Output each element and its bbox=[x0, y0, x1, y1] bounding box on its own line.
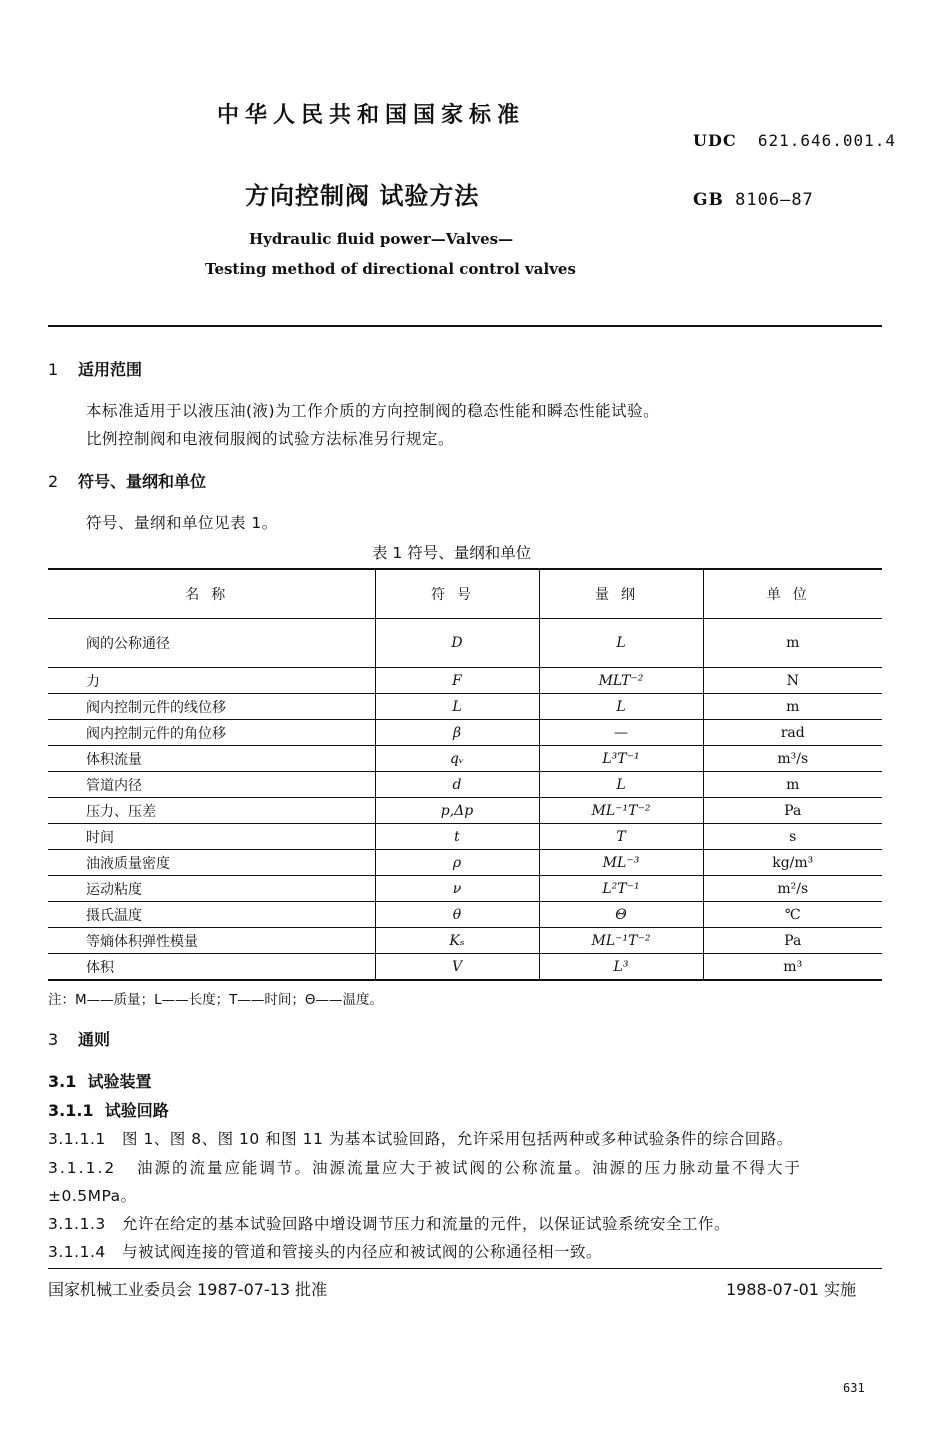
table-row bbox=[48, 694, 882, 720]
cell-dimension: L bbox=[539, 619, 703, 668]
table-row bbox=[48, 746, 882, 772]
document-title-en-line2: Testing method of directional control valves bbox=[205, 260, 576, 278]
cell-dimension: — bbox=[539, 720, 703, 746]
cell-dimension: L³T⁻¹ bbox=[539, 746, 703, 772]
cell-name: 阀内控制元件的角位移 bbox=[48, 720, 375, 746]
clause-3-1-1-2: 3.1.1.2 油源的流量应能调节。油源流量应大于被试阀的公称流量。油源的压力脉动量不得大于 bbox=[48, 1159, 803, 1177]
cell-dimension: ML⁻¹T⁻² bbox=[539, 928, 703, 954]
section-1-heading: 1 适用范围 bbox=[48, 360, 143, 379]
cell-dimension: T bbox=[539, 824, 703, 850]
approval-line: 国家机械工业委员会 1987-07-13 批准 bbox=[48, 1280, 328, 1299]
cell-dimension: L bbox=[539, 772, 703, 798]
cell-name: 运动粘度 bbox=[48, 876, 375, 902]
cell-unit: Pa bbox=[703, 928, 882, 954]
section-1-paragraph-1: 本标准适用于以液压油(液)为工作介质的方向控制阀的稳态性能和瞬态性能试验。 bbox=[86, 402, 660, 420]
cell-symbol: Kₛ bbox=[375, 928, 539, 954]
cell-dimension: MLT⁻² bbox=[539, 668, 703, 694]
cell-dimension: L bbox=[539, 694, 703, 720]
table-row bbox=[48, 668, 882, 694]
cell-symbol: d bbox=[375, 772, 539, 798]
cell-unit: rad bbox=[703, 720, 882, 746]
table-row bbox=[48, 772, 882, 798]
document-title-cn: 方向控制阀 试验方法 bbox=[245, 182, 480, 210]
cell-symbol: qᵥ bbox=[375, 746, 539, 772]
document-title-en-line1: Hydraulic fluid power—Valves— bbox=[249, 230, 514, 248]
section-2-heading: 2 符号、量纲和单位 bbox=[48, 472, 207, 491]
cell-name: 阀的公称通径 bbox=[48, 619, 375, 668]
section-1-paragraph-2: 比例控制阀和电液伺服阀的试验方法标准另行规定。 bbox=[86, 430, 455, 448]
cell-name: 压力、压差 bbox=[48, 798, 375, 824]
table-row bbox=[48, 928, 882, 954]
section-3-1-1-heading: 3.1.1 试验回路 bbox=[48, 1101, 169, 1120]
clause-3-1-1-2-continued: ±0.5MPa。 bbox=[48, 1187, 137, 1205]
table-row bbox=[48, 954, 882, 981]
cell-unit: N bbox=[703, 668, 882, 694]
cell-name: 管道内径 bbox=[48, 772, 375, 798]
table-header-row bbox=[48, 569, 882, 619]
cell-symbol: ρ bbox=[375, 850, 539, 876]
cell-unit: m³/s bbox=[703, 746, 882, 772]
cell-symbol: V bbox=[375, 954, 539, 981]
implementation-date: 1988-07-01 实施 bbox=[726, 1280, 857, 1299]
cell-dimension: ML⁻¹T⁻² bbox=[539, 798, 703, 824]
table-row bbox=[48, 876, 882, 902]
table-row bbox=[48, 720, 882, 746]
gb-value: 8106—87 bbox=[735, 190, 814, 210]
table-row bbox=[48, 850, 882, 876]
clause-3-1-1-4: 3.1.1.4 与被试阀连接的管道和管接头的内径应和被试阀的公称通径相一致。 bbox=[48, 1243, 603, 1261]
footer-rule bbox=[48, 1268, 882, 1269]
section-3-heading: 3 通则 bbox=[48, 1030, 111, 1049]
cell-unit: m bbox=[703, 694, 882, 720]
table-note: 注：M——质量；L——长度；T——时间；Θ——温度。 bbox=[48, 992, 384, 1008]
cell-name: 时间 bbox=[48, 824, 375, 850]
gb-label: GB bbox=[693, 190, 724, 210]
cell-symbol: β bbox=[375, 720, 539, 746]
header-dimension: 量纲 bbox=[539, 569, 703, 619]
cell-unit: m bbox=[703, 772, 882, 798]
cell-symbol: D bbox=[375, 619, 539, 668]
symbols-table bbox=[48, 568, 882, 981]
cell-symbol: L bbox=[375, 694, 539, 720]
udc-value: 621.646.001.4 bbox=[757, 131, 897, 150]
cell-dimension: L³ bbox=[539, 954, 703, 981]
cell-unit: ℃ bbox=[703, 902, 882, 928]
header-name: 名称 bbox=[48, 569, 375, 619]
gb-code bbox=[693, 190, 814, 210]
cell-name: 力 bbox=[48, 668, 375, 694]
table-row bbox=[48, 902, 882, 928]
cell-dimension: ML⁻³ bbox=[539, 850, 703, 876]
cell-name: 摄氏温度 bbox=[48, 902, 375, 928]
cell-symbol: F bbox=[375, 668, 539, 694]
cell-symbol: t bbox=[375, 824, 539, 850]
table-row bbox=[48, 798, 882, 824]
national-standard-heading: 中华人民共和国国家标准 bbox=[217, 103, 526, 128]
udc-code bbox=[693, 131, 896, 150]
clause-3-1-1-1: 3.1.1.1 图 1、图 8、图 10 和图 11 为基本试验回路，允许采用包括两种或多种试验条件的综合回路。 bbox=[48, 1130, 793, 1148]
clause-3-1-1-3: 3.1.1.3 允许在给定的基本试验回路中增设调节压力和流量的元件，以保证试验系统安全工作。 bbox=[48, 1215, 731, 1233]
cell-symbol: p,Δp bbox=[375, 798, 539, 824]
cell-unit: m bbox=[703, 619, 882, 668]
page-number: 631 bbox=[843, 1381, 865, 1395]
section-2-paragraph: 符号、量纲和单位见表 1。 bbox=[86, 514, 278, 532]
cell-dimension: Θ bbox=[539, 902, 703, 928]
cell-dimension: L²T⁻¹ bbox=[539, 876, 703, 902]
udc-label: UDC bbox=[693, 131, 737, 150]
cell-unit: m²/s bbox=[703, 876, 882, 902]
cell-unit: s bbox=[703, 824, 882, 850]
table-caption: 表 1 符号、量纲和单位 bbox=[372, 544, 532, 562]
cell-name: 体积流量 bbox=[48, 746, 375, 772]
cell-name: 等熵体积弹性模量 bbox=[48, 928, 375, 954]
cell-name: 阀内控制元件的线位移 bbox=[48, 694, 375, 720]
cell-unit: m³ bbox=[703, 954, 882, 981]
cell-name: 体积 bbox=[48, 954, 375, 981]
section-3-1-heading: 3.1 试验装置 bbox=[48, 1072, 152, 1091]
cell-unit: Pa bbox=[703, 798, 882, 824]
cell-symbol: θ bbox=[375, 902, 539, 928]
cell-unit: kg/m³ bbox=[703, 850, 882, 876]
cell-name: 油液质量密度 bbox=[48, 850, 375, 876]
table-row bbox=[48, 824, 882, 850]
header-unit: 单位 bbox=[703, 569, 882, 619]
cell-symbol: ν bbox=[375, 876, 539, 902]
header-rule bbox=[48, 325, 882, 327]
header-symbol: 符号 bbox=[375, 569, 539, 619]
table-row bbox=[48, 619, 882, 668]
